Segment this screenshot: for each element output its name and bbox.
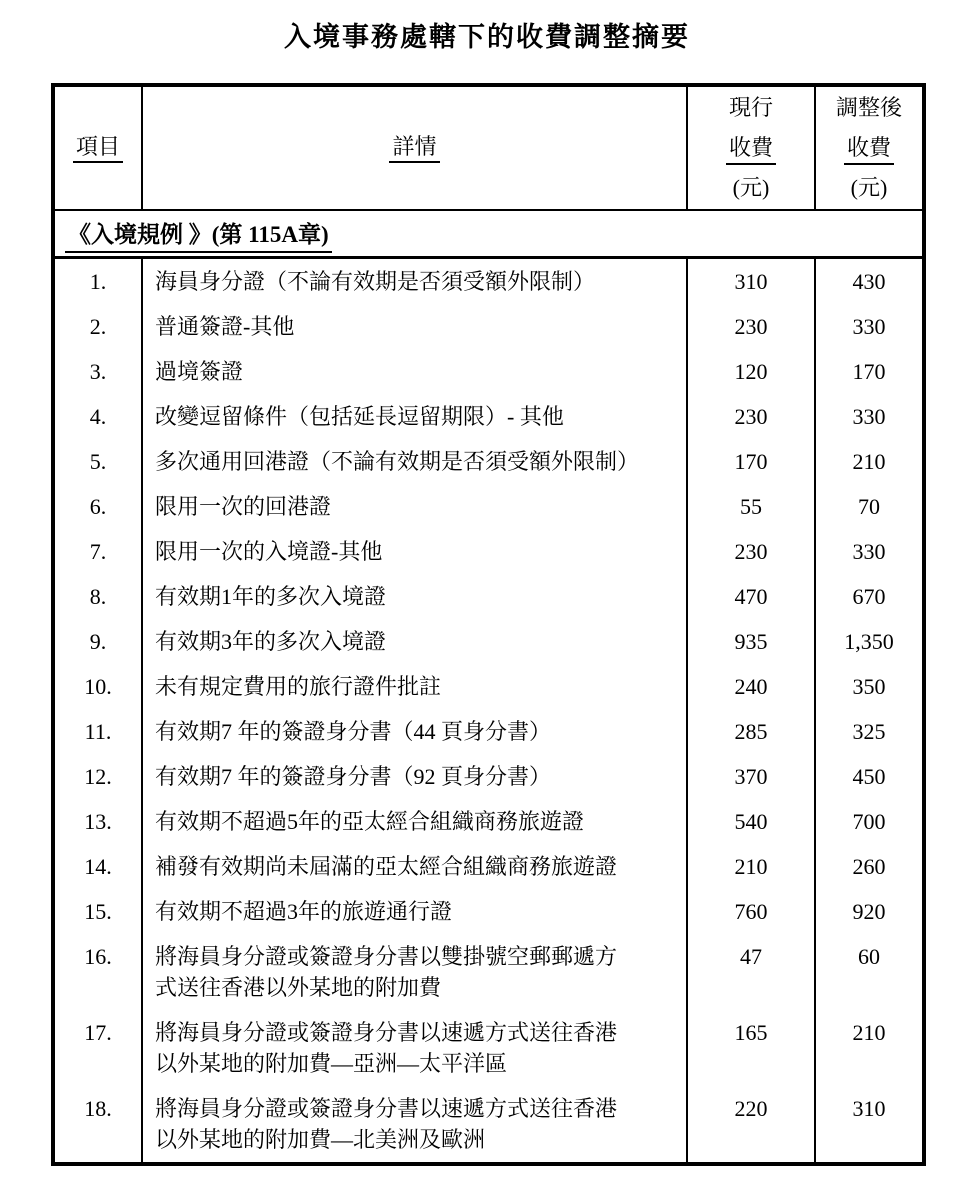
row-number: 16. — [84, 944, 112, 969]
section-row — [55, 211, 922, 259]
row-current-fee: 55 — [686, 484, 814, 529]
table-row — [55, 889, 922, 934]
table-row — [55, 1010, 922, 1086]
row-adjusted-fee: 325 — [814, 709, 922, 754]
row-adjusted-fee: 330 — [814, 529, 922, 574]
row-current-fee: 230 — [686, 529, 814, 574]
row-adjusted-fee: 450 — [814, 754, 922, 799]
row-description: 將海員身分證或簽證身分書以速遞方式送往香港 以外某地的附加費—亞洲—太平洋區 — [141, 1010, 686, 1086]
table-row — [55, 799, 922, 844]
row-number: 7. — [89, 539, 107, 564]
header-adjusted-fee — [814, 87, 922, 209]
fee-table — [51, 83, 926, 1166]
row-current-fee: 470 — [686, 574, 814, 619]
row-current-fee: 47 — [686, 934, 814, 1010]
row-current-fee: 230 — [686, 394, 814, 439]
row-number: 12. — [84, 764, 112, 789]
header-adjusted-line2: 收費 — [844, 128, 894, 168]
row-current-fee: 935 — [686, 619, 814, 664]
row-current-fee: 230 — [686, 304, 814, 349]
row-description: 有效期3年的多次入境證 — [141, 619, 686, 664]
row-current-fee: 760 — [686, 889, 814, 934]
row-number: 8. — [89, 584, 107, 609]
row-adjusted-fee: 330 — [814, 394, 922, 439]
row-description: 有效期7 年的簽證身分書（92 頁身分書） — [141, 754, 686, 799]
row-current-fee: 285 — [686, 709, 814, 754]
row-number: 2. — [89, 314, 107, 339]
table-row — [55, 394, 922, 439]
header-adjusted-unit: (元) — [850, 175, 888, 200]
row-current-fee: 120 — [686, 349, 814, 394]
table-row — [55, 259, 922, 304]
table-row — [55, 844, 922, 889]
header-item-label: 項目 — [73, 133, 123, 164]
header-detail — [141, 87, 686, 209]
row-description: 海員身分證（不論有效期是否須受額外限制） — [141, 259, 686, 304]
header-detail-label: 詳情 — [389, 133, 439, 164]
table-row — [55, 349, 922, 394]
row-current-fee: 220 — [686, 1086, 814, 1162]
row-description: 普通簽證-其他 — [141, 304, 686, 349]
row-description: 將海員身分證或簽證身分書以速遞方式送往香港 以外某地的附加費—北美洲及歐洲 — [141, 1086, 686, 1162]
row-description: 有效期7 年的簽證身分書（44 頁身分書） — [141, 709, 686, 754]
header-current-unit: (元) — [732, 175, 770, 200]
page-title: 入境事務處轄下的收費調整摘要 — [284, 22, 690, 52]
table-row — [55, 574, 922, 619]
header-adjusted-line1: 調整後 — [835, 95, 902, 120]
row-current-fee: 540 — [686, 799, 814, 844]
row-number: 13. — [84, 809, 112, 834]
row-number: 18. — [84, 1096, 112, 1121]
row-number: 3. — [89, 359, 107, 384]
row-description: 限用一次的回港證 — [141, 484, 686, 529]
table-header-row — [55, 87, 922, 211]
row-adjusted-fee: 210 — [814, 439, 922, 484]
row-number: 9. — [89, 629, 107, 654]
table-row — [55, 754, 922, 799]
row-description: 過境簽證 — [141, 349, 686, 394]
row-adjusted-fee: 350 — [814, 664, 922, 709]
row-number: 6. — [89, 494, 107, 519]
section-title: 《入境規例 》(第 115A章) — [65, 221, 332, 253]
row-adjusted-fee: 170 — [814, 349, 922, 394]
row-description: 補發有效期尚未屆滿的亞太經合組織商務旅遊證 — [141, 844, 686, 889]
table-row — [55, 619, 922, 664]
row-number: 10. — [84, 674, 112, 699]
row-adjusted-fee: 210 — [814, 1010, 922, 1086]
row-description: 有效期1年的多次入境證 — [141, 574, 686, 619]
row-number: 14. — [84, 854, 112, 879]
row-description: 有效期不超過3年的旅遊通行證 — [141, 889, 686, 934]
row-number: 15. — [84, 899, 112, 924]
table-row — [55, 934, 922, 1010]
table-row — [55, 709, 922, 754]
row-description: 將海員身分證或簽證身分書以雙掛號空郵郵遞方 式送往香港以外某地的附加費 — [141, 934, 686, 1010]
row-number: 5. — [89, 449, 107, 474]
row-number: 17. — [84, 1020, 112, 1045]
table-row — [55, 484, 922, 529]
row-adjusted-fee: 330 — [814, 304, 922, 349]
row-number: 11. — [84, 719, 112, 744]
table-body — [55, 259, 922, 1162]
row-description: 多次通用回港證（不論有效期是否須受額外限制） — [141, 439, 686, 484]
row-description: 限用一次的入境證-其他 — [141, 529, 686, 574]
table-row — [55, 439, 922, 484]
row-current-fee: 240 — [686, 664, 814, 709]
row-current-fee: 310 — [686, 259, 814, 304]
row-number: 1. — [89, 269, 107, 294]
row-adjusted-fee: 700 — [814, 799, 922, 844]
row-adjusted-fee: 70 — [814, 484, 922, 529]
row-adjusted-fee: 670 — [814, 574, 922, 619]
header-current-fee — [686, 87, 814, 209]
header-current-line2: 收費 — [726, 128, 776, 168]
row-description: 改變逗留條件（包括延長逗留期限）- 其他 — [141, 394, 686, 439]
row-adjusted-fee: 260 — [814, 844, 922, 889]
row-current-fee: 370 — [686, 754, 814, 799]
header-item — [55, 87, 141, 209]
table-row — [55, 664, 922, 709]
table-row — [55, 304, 922, 349]
row-current-fee: 170 — [686, 439, 814, 484]
row-adjusted-fee: 60 — [814, 934, 922, 1010]
table-row — [55, 529, 922, 574]
row-adjusted-fee: 310 — [814, 1086, 922, 1162]
table-row — [55, 1086, 922, 1162]
row-current-fee: 210 — [686, 844, 814, 889]
row-current-fee: 165 — [686, 1010, 814, 1086]
header-current-line1: 現行 — [728, 95, 773, 120]
row-number: 4. — [89, 404, 107, 429]
row-adjusted-fee: 1,350 — [814, 619, 922, 664]
row-description: 未有規定費用的旅行證件批註 — [141, 664, 686, 709]
row-adjusted-fee: 430 — [814, 259, 922, 304]
row-description: 有效期不超過5年的亞太經合組織商務旅遊證 — [141, 799, 686, 844]
row-adjusted-fee: 920 — [814, 889, 922, 934]
